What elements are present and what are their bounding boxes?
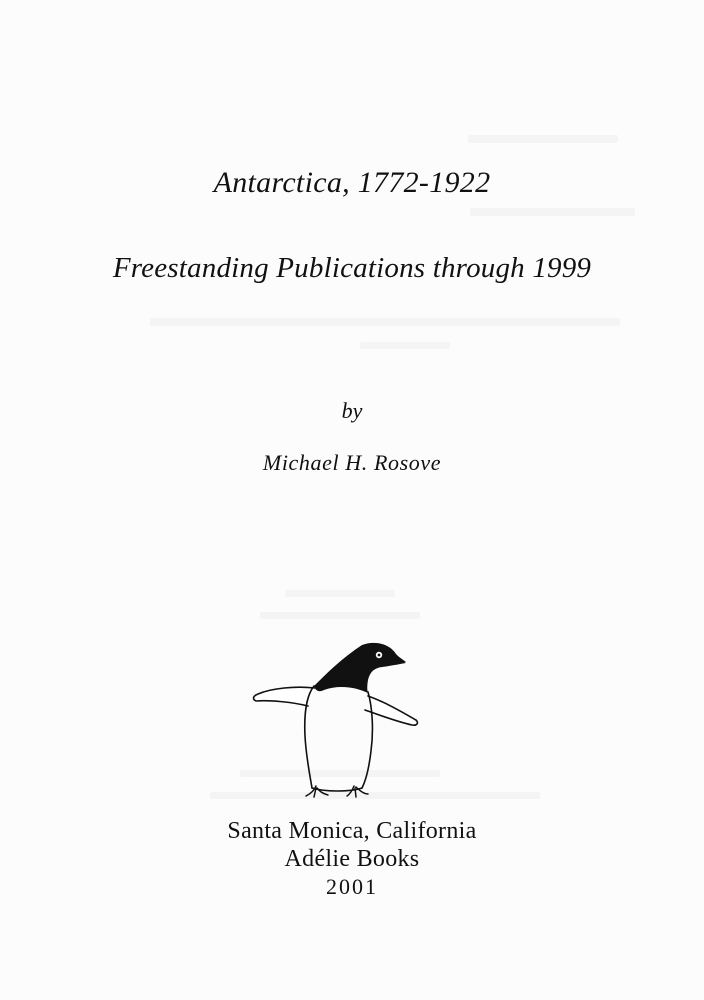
by-line: by <box>341 398 363 423</box>
author-name: Michael H. Rosove <box>262 450 442 475</box>
penguin-icon <box>250 636 425 802</box>
show-through-shading <box>470 208 635 216</box>
show-through-shading <box>260 612 420 619</box>
book-title: Antarctica, 1772-1922 <box>213 166 491 199</box>
publisher-name: Adélie Books <box>284 846 420 872</box>
show-through-shading <box>360 342 450 349</box>
show-through-shading <box>285 590 395 597</box>
publication-place: Santa Monica, California <box>227 818 477 844</box>
show-through-shading <box>150 318 620 326</box>
publication-year: 2001 <box>326 874 378 899</box>
book-subtitle: Freestanding Publications through 1999 <box>112 252 592 284</box>
penguin-head <box>314 643 406 693</box>
penguin-body <box>305 686 373 788</box>
left-flipper <box>254 687 315 706</box>
show-through-shading <box>468 135 618 143</box>
